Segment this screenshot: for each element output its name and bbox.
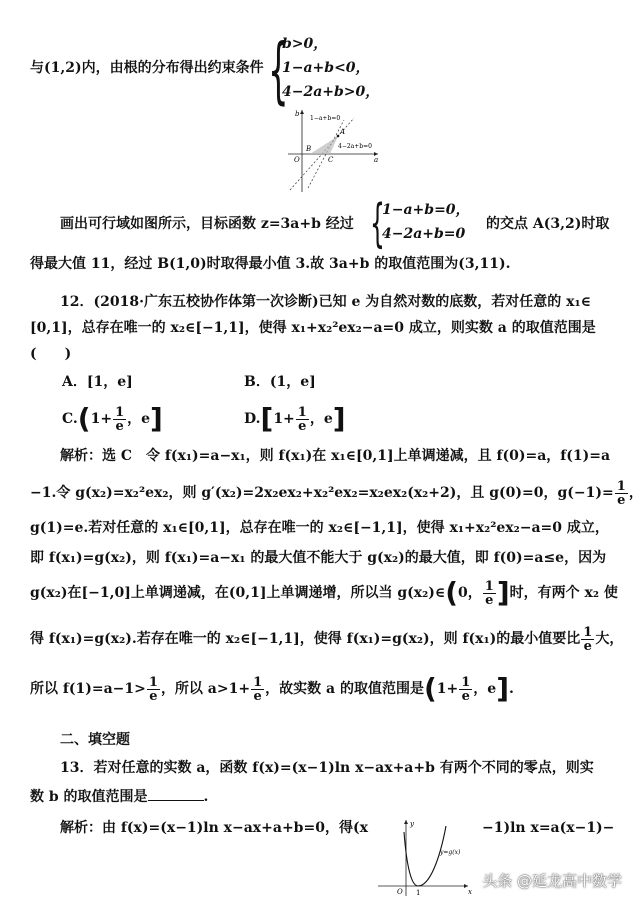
- question-13-line-2: [30, 786, 628, 807]
- point-b-label: B: [306, 145, 312, 153]
- bracket: ]: [496, 672, 510, 705]
- line2-text: 画出可行域如图所示，目标函数 z=3a+b 经过: [60, 216, 354, 232]
- a-axis-label: a: [374, 156, 379, 164]
- option-c-label: C.: [62, 411, 78, 427]
- bracket: (: [423, 672, 437, 705]
- frac-num: 1: [484, 578, 494, 594]
- question-12-line-1: [60, 292, 628, 312]
- bracket: ]: [150, 402, 163, 435]
- frac-num: 1: [148, 674, 158, 690]
- frac-den: e: [149, 688, 158, 704]
- option-b-text: B．(1，e]: [244, 374, 316, 390]
- solution-text-4: 即 f(x₁)=g(x₂)，则 f(x₁)=a−x₁ 的最大值不能大于 g(x₂)的最大值，即 f(0)=a≤e，因为: [30, 550, 607, 566]
- q13-solution-a: 解析：由 f(x)=(x−1)ln x−ax+a+b=0，得(x: [60, 820, 368, 836]
- constraint-system: [282, 32, 379, 104]
- solution-text-7-end: .: [509, 681, 514, 697]
- option-d-tail: ，e: [309, 411, 333, 427]
- line1-label: 1−a+b=0: [310, 115, 341, 122]
- fraction: [615, 480, 628, 507]
- fraction: [296, 406, 309, 433]
- point-a-label: A: [340, 128, 346, 136]
- solution-text-3: g(1)=e.若对任意的 x₁∈[0,1]，总存在唯一的 x₂∈[−1,1]，使得 x₁+x₂²ex₂−a=0 成立，: [30, 520, 609, 536]
- q12-text-1: 12．(2018·广东五校协作体第一次诊断)已知 e 为自然对数的底数，若对任意的 x₁∈: [60, 294, 591, 310]
- solution-line-3: [30, 518, 628, 538]
- answer-blank: [148, 786, 204, 801]
- option-c-body: 1+: [90, 411, 113, 427]
- option-d: [244, 404, 346, 434]
- feasible-region-graph: [282, 106, 382, 194]
- solution-text-7a: 所以 f(1)=a−1>: [30, 681, 146, 697]
- origin-label: O: [294, 156, 300, 164]
- q13-solution-line: [60, 818, 368, 838]
- frac-num: 1: [297, 404, 307, 420]
- line2-label: 4−2a+b=0: [338, 143, 372, 150]
- frac-den: e: [253, 688, 262, 704]
- line2-suffix: 的交点 A(3,2)时取: [486, 216, 610, 232]
- g-function-graph: [374, 818, 474, 898]
- tick-1-label: 1: [416, 889, 421, 897]
- q13-solution-b: −1)ln x=a(x−1)−: [482, 820, 615, 836]
- constraint-1: b>0，: [282, 36, 328, 52]
- q12-text-3: ( ): [30, 346, 72, 362]
- equation-1: 1−a+b=0，: [382, 202, 470, 218]
- q13-solution-line: [482, 818, 614, 838]
- fraction: [581, 626, 594, 653]
- bracket: (: [445, 576, 459, 609]
- solution-text-7c: ，故实数 a 的取值范围是: [265, 681, 424, 697]
- intersection-system: [382, 198, 470, 246]
- solution-line-6: [30, 624, 628, 654]
- frac-den: e: [298, 418, 307, 434]
- fraction: [459, 676, 472, 703]
- solution-text-7b: ，所以 a>1+: [160, 681, 251, 697]
- section-heading: [60, 730, 628, 750]
- solution-line-7: [30, 672, 628, 706]
- fraction: [147, 676, 160, 703]
- interval-tail: ，e: [473, 681, 497, 697]
- frac-den: e: [617, 492, 626, 508]
- y-axis-label: y: [410, 820, 414, 828]
- option-d-body: 1+: [273, 411, 295, 427]
- q13-text-1: 13．若对任意的实数 a，函数 f(x)=(x−1)ln x−ax+a+b 有两个不同的零点，则实: [60, 760, 594, 776]
- text-line: [486, 214, 609, 234]
- g-curve: [404, 826, 446, 886]
- solution-text-5: g(x₂)在[−1,0]上单调递减，在(0,1]上单调递增，所以当 g(x₂)∈: [30, 585, 446, 601]
- solution-line-1: [60, 446, 628, 466]
- watermark: 头条 @延龙高中数学: [482, 872, 622, 890]
- frac-num: 1: [461, 674, 471, 690]
- solution-line-5: [30, 576, 628, 610]
- option-a: [62, 372, 628, 392]
- q12-text-2: [0,1]，总存在唯一的 x₂∈[−1,1]，使得 x₁+x₂²ex₂−a=0 成立，则实数 a 的取值范围是: [30, 320, 596, 336]
- solution-text-2-end: ，: [628, 485, 643, 501]
- bracket: [: [260, 402, 274, 435]
- option-d-label: D.: [244, 411, 261, 427]
- bracket: ]: [332, 402, 346, 435]
- frac-num: 1: [115, 404, 125, 420]
- bracket: (: [77, 402, 91, 435]
- solution-text-1: 解析：选 C 令 f(x₁)=a−x₁，则 f(x₁)在 x₁∈[0,1]上单调递减，且 f(0)=a，f(1)=a: [60, 448, 611, 464]
- option-b: [244, 372, 316, 392]
- line3-text: 得最大值 11，经过 B(1,0)时取得最小值 3.故 3a+b 的取值范围为(3,11).: [30, 256, 511, 272]
- interval-body: 0，: [458, 585, 482, 601]
- fraction: [113, 406, 126, 433]
- option-c-tail: ，e: [127, 411, 151, 427]
- equation-2: 4−2a+b=0: [382, 226, 466, 242]
- line1-text: 与(1,2)内，由根的分布得出约束条件: [30, 60, 264, 76]
- left-brace: {: [370, 194, 385, 254]
- option-c: [62, 404, 163, 434]
- frac-num: 1: [616, 478, 626, 494]
- question-13-line-1: [60, 758, 628, 778]
- curve-label: y=g(x): [440, 849, 461, 856]
- frac-num: 1: [253, 674, 263, 690]
- feasible-region: [310, 136, 338, 154]
- q13-text-2-end: .: [203, 789, 209, 805]
- point-c-label: C: [328, 156, 334, 164]
- bracket: ]: [496, 576, 510, 609]
- frac-den: e: [115, 418, 124, 434]
- x-axis-label: x: [468, 888, 472, 896]
- solution-line-2: [30, 478, 643, 508]
- frac-den: e: [461, 688, 470, 704]
- fraction: [483, 580, 496, 607]
- frac-num: 1: [583, 624, 593, 640]
- section-2-title: 二、填空题: [60, 732, 130, 748]
- solution-text-2: −1.令 g(x₂)=x₂²ex₂，则 g′(x₂)=2x₂ex₂+x₂²ex₂=x₂ex₂(x₂+2)，且 g(0)=0，g(−1)=: [30, 485, 614, 501]
- frac-den: e: [583, 638, 592, 654]
- solution-text-5b: 时，有两个 x₂ 使: [509, 585, 618, 601]
- fraction: [251, 676, 264, 703]
- b-axis-label: b: [295, 110, 300, 118]
- option-a-text: A．[1，e]: [62, 374, 133, 390]
- constraint-2: 1−a+b<0，: [282, 60, 370, 76]
- origin-label: O: [397, 888, 403, 896]
- solution-text-6: 得 f(x₁)=g(x₂).若存在唯一的 x₂∈[−1,1]，使得 f(x₁)=g(x₂)，则 f(x₁)的最小值要比: [30, 631, 581, 647]
- left-brace: {: [268, 28, 289, 112]
- constraint-3: 4−2a+b>0，: [282, 84, 380, 100]
- interval-body: 1+: [436, 681, 459, 697]
- question-12-line-2: [30, 318, 628, 338]
- frac-den: e: [485, 592, 494, 608]
- solution-line-4: [30, 548, 628, 568]
- q13-text-2: 数 b 的取值范围是: [30, 789, 148, 805]
- question-12-line-3: [30, 344, 628, 364]
- text-line: [30, 254, 628, 274]
- solution-text-6b: 大，: [595, 631, 624, 647]
